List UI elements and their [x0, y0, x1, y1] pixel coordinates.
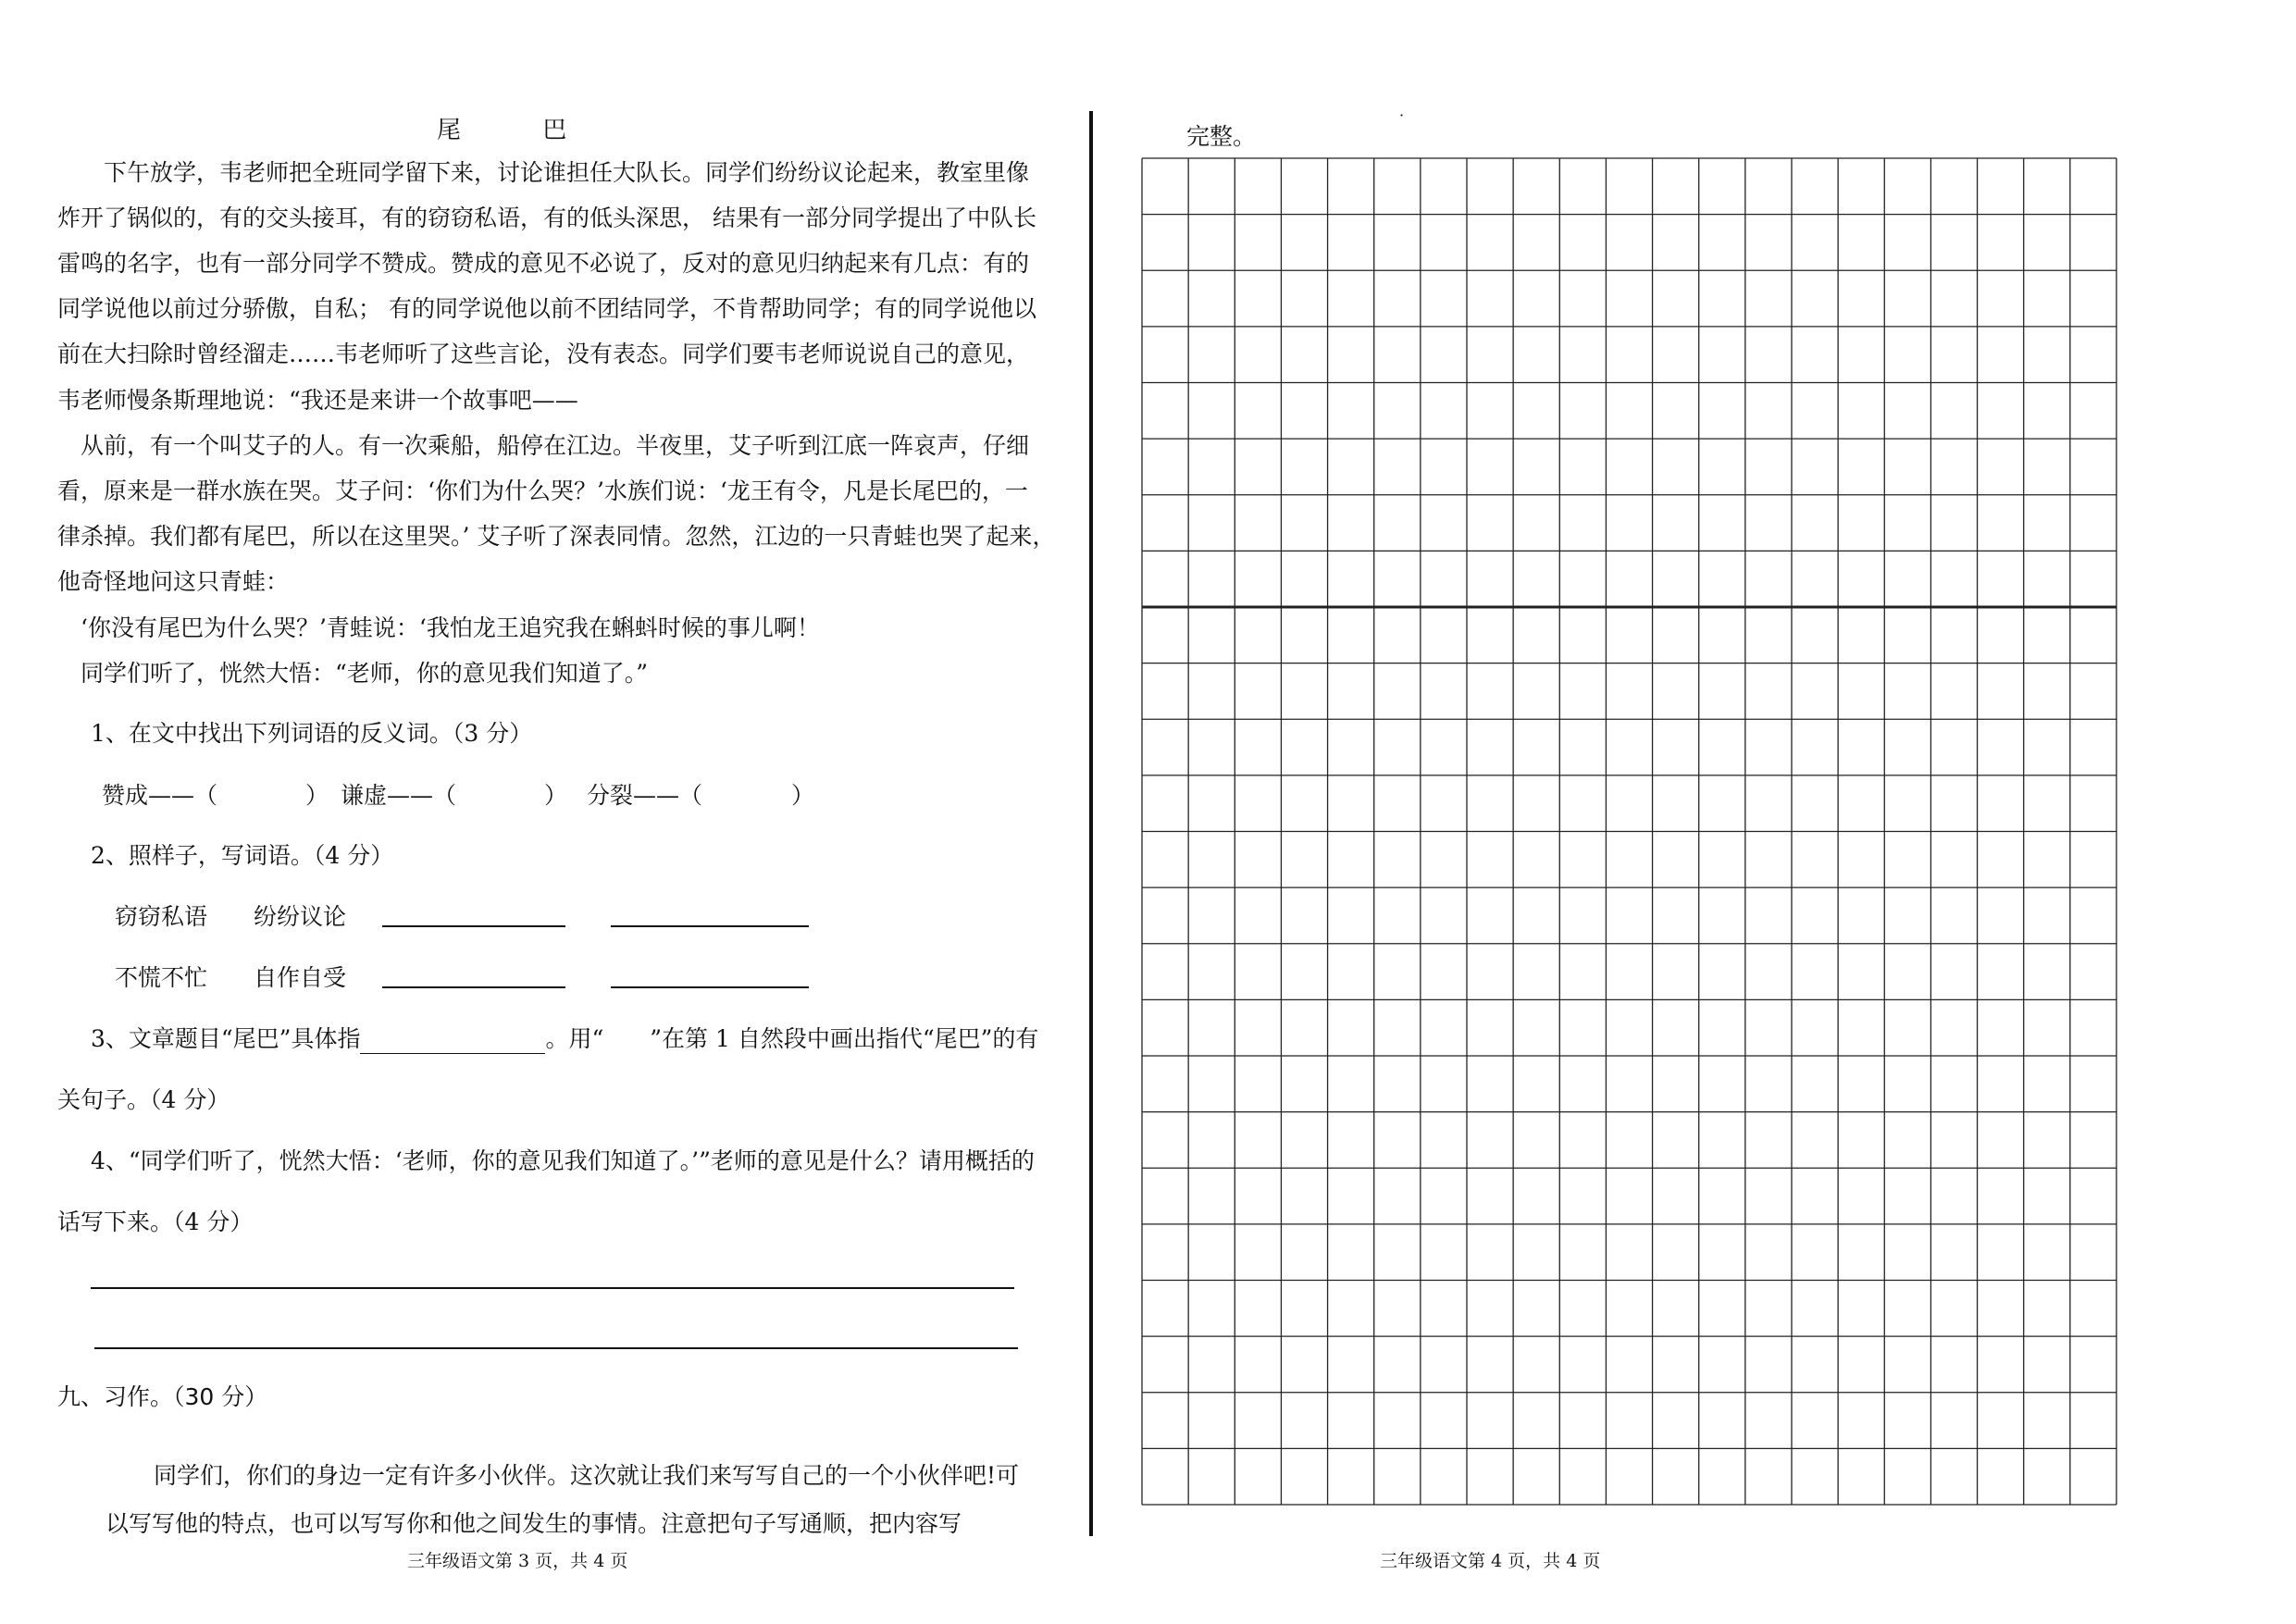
paragraph-line: 看，原来是一群水族在哭。艾子问：‘你们为什么哭？’水族们说：‘龙王有令，凡是长尾巴的，一 — [57, 477, 1028, 504]
paragraph-line: 同学说他以前过分骄傲，自私； 有的同学说他以前不团结同学，不肯帮助同学；有的同学说他以 — [57, 295, 1036, 322]
paragraph-line: ‘你没有尾巴为什么哭？’青蛙说：‘我怕龙王追究我在蝌蚪时候的事儿啊！ — [57, 614, 820, 641]
page-divider — [1089, 111, 1093, 1536]
answer-line[interactable] — [91, 1287, 1014, 1289]
paragraph-line: 下午放学，韦老师把全班同学留下来，讨论谁担任大队长。同学们纷纷议论起来，教室里像 — [57, 159, 1030, 186]
question-4-cont: 话写下来。（4 分） — [57, 1209, 254, 1235]
antonym-1-close: ） — [305, 782, 329, 809]
paragraph-line: 雷鸣的名字，也有一部分同学不赞成。赞成的意见不必说了，反对的意见归纳起来有几点：有的 — [57, 250, 1030, 277]
antonym-3-close: ） — [791, 782, 815, 809]
question-2: 2、照样子，写词语。（4 分） — [91, 842, 394, 869]
story-title: 尾 巴 — [437, 117, 604, 144]
answer-line[interactable] — [94, 1347, 1018, 1349]
mark-dot: · — [1399, 106, 1405, 124]
example-word: 纷纷议论 — [254, 903, 347, 930]
answer-blank[interactable] — [611, 986, 809, 988]
question-4: 4、“同学们听了，恍然大悟：‘老师，你的意见我们知道了。’”老师的意见是什么？请用概括的 — [91, 1147, 1035, 1174]
example-word: 不慌不忙 — [115, 964, 208, 991]
continued-text: 完整。 — [1186, 123, 1257, 150]
question-1: 1、在文中找出下列词语的反义词。（3 分） — [91, 720, 533, 747]
writing-prompt-line: 同学们，你们的身边一定有许多小伙伴。这次就让我们来写写自己的一个小伙伴吧!可 — [154, 1462, 1020, 1489]
answer-blank[interactable] — [382, 986, 565, 988]
antonym-1-label: 赞成——（ — [102, 782, 218, 809]
question-3-part2: 。用“ ”在第 1 自然段中画出指代“尾巴”的有 — [545, 1025, 1039, 1052]
page-footer-right: 三年级语文第 4 页，共 4 页 — [1380, 1551, 1601, 1571]
antonym-2-label: 谦虚——（ — [341, 782, 457, 809]
answer-blank[interactable] — [360, 1029, 545, 1054]
paragraph-line: 从前，有一个叫艾子的人。有一次乘船，船停在江边。半夜里，艾子听到江底一阵哀声，仔细 — [57, 432, 1030, 459]
answer-blank[interactable] — [382, 925, 565, 927]
example-word: 窃窃私语 — [115, 903, 208, 930]
question-3-cont: 关句子。（4 分） — [57, 1086, 230, 1113]
writing-grid[interactable] — [1141, 157, 2117, 1506]
paragraph-line: 炸开了锅似的，有的交头接耳，有的窃窃私语，有的低头深思， 结果有一部分同学提出了中队长 — [57, 205, 1036, 231]
paragraph-line: 前在大扫除时曾经溜走……韦老师听了这些言论，没有表态。同学们要韦老师说说自己的意见， — [57, 341, 1030, 367]
paragraph-line: 同学们听了，恍然大悟：“老师，你的意见我们知道了。” — [57, 660, 649, 687]
paragraph-line: 韦老师慢条斯理地说：“我还是来讲一个故事吧—— — [57, 387, 578, 414]
antonym-3-label: 分裂——（ — [587, 782, 703, 809]
page-footer-left: 三年级语文第 3 页，共 4 页 — [407, 1551, 628, 1571]
section-9-heading: 九、习作。（30 分） — [57, 1383, 268, 1410]
writing-prompt-line: 以写写他的特点，也可以写写你和他之间发生的事情。注意把句子写通顺，把内容写 — [105, 1510, 962, 1537]
paragraph-line: 他奇怪地问这只青蛙： — [57, 568, 290, 595]
example-word: 自作自受 — [254, 964, 347, 991]
question-3-part1: 3、文章题目“尾巴”具体指 — [91, 1025, 361, 1052]
paragraph-line: 律杀掉。我们都有尾巴，所以在这里哭。’ 艾子听了深表同情。忽然，江边的一只青蛙也哭了起来， — [57, 523, 1056, 550]
antonym-2-close: ） — [544, 782, 568, 809]
question-3 — [91, 1021, 1038, 1054]
answer-blank[interactable] — [611, 925, 809, 927]
